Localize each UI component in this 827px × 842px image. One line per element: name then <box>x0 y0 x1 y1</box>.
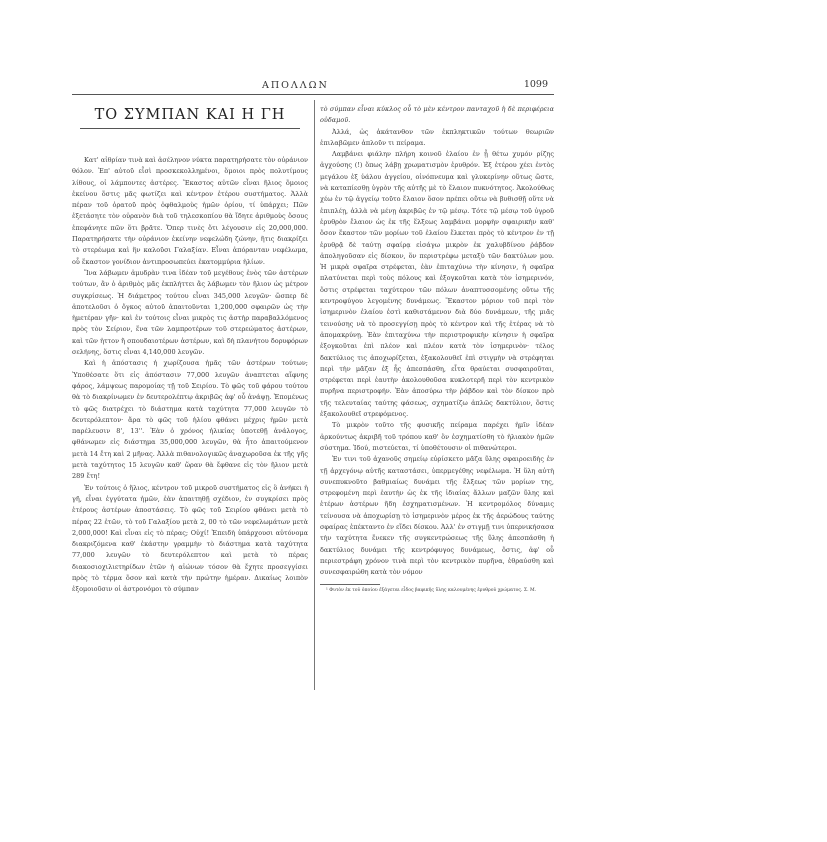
paragraph: Κατ' αἰθρίαν τινὰ καὶ ἀσέληνον νύκτα παρατηρήσατε τὸν οὐράνιον θόλον. Ἐπ' αὐτοῦ εἶσὶ προσκεκολλημένοι, ὅμοιοι πρὸς πολυτίμους λίθους, οἱ λάμποντες ἀστέρες. Ἕκαστος αὐτῶν εἶναι ἥλιος ὅμοιος ἐκείνου ὅστις μᾶς φωτίζει καὶ κέντρον ἑτέρου συστήματος. Ἀλλὰ πέραν τοῦ ὁρατοῦ πρὸς ὀφθαλμοὺς ἡμῶν ὁρίου, τί ὑπάρχει; Πῶν ἐξετάσητε τὸν οὐρανὸν διὰ τοῦ τηλεσκοπίου θὰ ἴδητε ἀριθμοὺς ὅσους ἐπεφάνητε πῶν ὅτι βρᾶτε. Ὅπερ τινὲς ὅτι λέγουσιν εἰς 20,000,000. Παρατηρήσατε τὴν οὐράνιον ἐκείνην νεφελώδη ζώνην, ἥτις διακρίζει τὸ στερέωμα καὶ ἣν καλοῦσι Γαλαξίαν. Εἶναι ἀπόρανταν νεφέλωμα, οὗ ἕκαστον γονίδιον ἀντιπροσωπεύει ἑκατομμύρια ἡλίων. <box>72 156 308 266</box>
paragraph: Ἐν τινι τοῦ ἀχανοῦς σημείῳ εὑρίσκετο μᾶζα ὕλης σφαιροειδὴς ἐν τῇ ἀρχεγόνῳ αὐτῆς καταστάσει, ὑπερμεγέθης νεφέλωμα. Ἡ ὕλη αὐτὴ συνεπυκνοῦτο βαθμιαίως δυνάμει τῆς ἕλξεως τῶν μορίων της, στρεφομένη περὶ ἑαυτὴν ὡς ἐκ τῆς ἰδιαίας ἄλλων μαζῶν ὕλης καὶ ἑτέρων ἀστέρων ἤδη ἐσχηματισμένων. Ἡ κεντρομόλος δύναμις τείνουσα νὰ ἀποχωρίσῃ τὸ ἰσημερινὸν μέρος ἐκ τῆς ἀερώδους ταύτης σφαίρας ἐπέκταντο ἐν εἴδει δίσκου. Ἀλλ' ἐν στιγμῇ τινι ὑπερνικήσασα τὴν ταχύτητα ἕνεκεν τῆς συγκεντρώσεως τῆς ὕλης ἀπεσπάσθη ἡ δακτύλιος δυνάμει τῆς κεντρόφυγος δυνάμεως, ὅστις, ἀφ' οὗ περιεστράφη χρόνον τινὰ περὶ τὸν κεντρικὸν πυρῆνα, ἐθραύσθη καὶ συνεσφαιρώθη κατὰ τὸν νόμον <box>320 455 554 577</box>
opening-quote: τὸ σύμπαν εἶναι κύκλος οὗ τὸ μὲν κέντρον πανταχοῦ ἡ δὲ περιφέρεια οὐδαμοῦ. <box>320 105 554 125</box>
paragraph: Ἐν τούτοις ὁ ἥλιος, κέντρον τοῦ μικροῦ συστήματος εἰς ὃ ἀνήκει ἡ γῆ, εἶναι ἐγγύτατα ἡμῶν, ἐὰν ἀπαιτηθῇ σχέδιον, ἐν συγκρίσει πρὸς ἑτέρους ἀστέρων ἀποστάσεις. Τὸ φῶς τοῦ Σειρίου φθάνει μετὰ τὸ πέρας 22 ἐτῶν, τὸ τοῦ Γαλαξίου μετὰ 2, 00 τὸ τῶν νεφελωμάτων μετὰ 2,000,000! Καὶ εἶναι εἰς τὸ πέρας; Οὐχί! Ἐπειδὴ ὑπάρχουσι αὐτόνομα διακριζόμενα καθ' ἑκάστην γραμμὴν τὸ διάστημα κατὰ ταχύτητα 77,000 λευγῶν τὸ δευτερόλεπτον καὶ μετὰ τὸ πέρας διακοσιοχιλιετηρίδων ἐτῶν ἡ αἰώνων τόσον θὰ ἔχητε προσεγγίσει πρὸς τὸ τέρμα ὅσον καὶ κατὰ τὴν πρώτην ἡμέραν. Δικαίως λοιπὸν ἐξομοιοῦσιν οἱ ἀστρονόμοι τὸ σύμπαν <box>72 483 308 594</box>
document-page <box>72 76 554 694</box>
paragraph: Ἵνα λάβωμεν ἀμυδρὰν τινα ἰδέαν τοῦ μεγέθους ἑνὸς τῶν ἀστέρων τούτων, ἂν ὁ ἀριθμὸς μᾶς ἐκπλήττει ἂς λάβωμεν τὸν ἥλιον ὡς μέτρον συγκρίσεως. Ἡ διάμετρος τούτου εἶναι 345,000 λευγῶν· ὥσπερ δὲ ἀποτελοῦσι ὁ ὄγκος αὐτοῦ ἀπαιτοῦνται 1,200,000 σφαιρῶν ὡς τὴν ἡμετέραν γῆν· καὶ ἐν τούτοις εἶναι μικρὸς τις ἀστὴρ παραβαλλόμενος πρὸς τὸν Σείριον, ἕνα τῶν λαμπροτέρων τοῦ στερεώματος ἀστέρων, καὶ τῶν ἡττον ἢ σπουδαιοτέρων ἀστέρων, καὶ δὴ πλανήτου δορυφόρων σελήνης, ὅστις εἶναι 4,140,000 λευγῶν. <box>72 268 308 357</box>
column-divider <box>314 100 315 690</box>
paragraph: Καὶ ἡ ἀπόστασις ἡ χωρίζουσα ἡμᾶς τῶν ἀστέρων τούτων; Ὑποθέσατε ὅτι εἰς ἀπόστασιν 77,000 λευγῶν ἀναπτεται αἴφνης φάρος, λάμψεως παρομοίας τῇ τοῦ Σειρίου. Τὸ φῶς τοῦ φάρου τούτου θὰ τὸ διακρίνωμεν ἐν δευτερολέπτῳ ἀκριβῶς ἀφ' οὗ ἀνάψῃ. Ἐπομένως τὸ φῶς διατρέχει τὸ διάστημα κατὰ ταχύτητα 77,000 λευγῶν τὸ δευτερόλεπτον· ἄρα τὸ φῶς τοῦ ἡλίου φθάνει μέχρις ἡμῶν μετὰ παρέλευσιν 8', 13''. Ἐὰν ὁ χρόνος ἡλικίας ὑποτεθῇ ἀνάλογος, φθάνωμεν εἰς διάστημα 35,000,000 λευγῶν, θὰ ἦτο ἀπαιτούμενον μετὰ 14 ἔτη καὶ 2 μῆνας. Ἀλλὰ πιθανολογικῶς ἀναχωροῦσα ἐκ τῆς γῆς μετὰ ταχύτητος 15 λευγῶν καθ' ὥραν θὰ ἔφθανε εἰς τὸν ἥλιον μετὰ 289 ἔτη! <box>72 359 308 481</box>
left-column <box>72 104 308 596</box>
paragraph: Τὸ μικρὸν τοῦτο τῆς φυσικῆς πείραμα παρέχει ἡμῖν ἰδέαν ἀρκούντως ἀκριβῆ τοῦ τρόπου καθ' ὃν ἐσχηματίσθη τὸ ἡλιακὸν ἡμῶν σύστημα. Ἰδού, πιστεύεται, τί ὑποθέτουσιν οἱ πιθανώτεροι. <box>320 421 554 452</box>
paragraph: Ἀλλά, ὡς ἀκάτανθον τῶν ἐκπληκτικῶν τούτων θεωριῶν ἐπιλαβῶμεν ἁπλοῦν τι πείραμα. <box>320 127 554 147</box>
article-title: ΤΟ ΣΥΜΠΑΝ ΚΑΙ Η ΓΗ <box>94 107 286 123</box>
page-number: 1099 <box>523 79 548 90</box>
paragraph: Λαμβάνει φιάλην πλήρη κοινοῦ ἐλαίου ἐν ᾗ θέτω χυμόν ρίζης ἀγχούσης (!) ὅπως λάβῃ χρωματισμὸν ἐρυθρόν. Ἐξ ἑτέρου χέει ἐντὸς μεγάλου ἐξ ὑάλου ἀγγείου, οἰνόπνευμα καὶ γλυκερίνην οὕτως ὥστε, νὰ καταπίεσθῃ ὑγρὸν τῆς αὐτῆς μὲ τὸ ἔλαιον πυκνότητος. Ἀκολούθως χέω ἐν τῷ ἀγγείῳ τοῦτο ἔλαιον ὅσον πρέπει οὕτω νὰ βυθισθῇ οὕτε νὰ ἐπιπλέῃ, ἀλλὰ νὰ μένῃ ἀκριβῶς ἐν τῷ μέσῳ. Τότε τῷ μέσῳ τοῦ ὑγροῦ ἐρυθρὸν ἔλαιον ὡς ἐκ τῆς ἕλξεως λαμβάνει μορφὴν σφαιρικὴν καθ' ὅσον ἕκαστον τῶν μορίων τοῦ ἐλαίου ἕλκεται πρὸς τὸ κέντρον ἐν τῇ ἐρυθρᾷ δὲ ταύτῃ σφαίρᾳ εἰσάγω μικρὸν ἐκ χαλυβδίνου ῥάβδον ἀποληγοῦσαν εἰς δίσκον, ὅν περιστρέφω μεταξὺ τῶν δακτύλων μου. Ἡ μικρὰ σφαῖρα στρέφεται, ἐὰν ἐπιταχύνω τὴν κίνησιν, ἡ σφαῖρα πλατύνεται περὶ τοὺς πόλους καὶ ἐξογκοῦται κατὰ τὸν ἰσημερινόν, ὅστις στρέφεται ταχύτερον τῶν πόλων ἀναπτυσσομένης οὕτω τῆς κεντροφύγου λεγομένης δυνάμεως. Ἕκαστον μόριον τοῦ περὶ τὸν ἰσημερινὸν ἐλαίου ἐστὶ καθιστάμενον διὰ δύο δυνάμεων, τῆς μιᾶς τεινούσης νὰ τὸ προσεγγίσῃ πρὸς τὸ κέντρον καὶ τῆς ἑτέρας νὰ τὸ ἀπομακρύνῃ. Ἐὰν ἐπιταχύνω τὴν περιστροφικὴν κίνησιν ἡ σφαῖρα ἐξογκοῦται ἐπὶ πλέον καὶ πλέον κατὰ τὸν ἰσημερινὸν· τέλος δακτύλιος τις ἀποχωρίζεται, ἐξακολουθεῖ ἐπὶ στιγμὴν νὰ στρέφηται περὶ τὴν μᾶζαν ἐξ ἧς ἀπεσπάσθη, εἶτα θραύεται συσφαιροῦται, στρέφεται περὶ ἑαυτὴν ἀκολουθοῦσα κυκλοτερῆ περὶ τὸν κεντρικὸν πυρῆνα περιστροφήν. Ἐὰν ἀποσύρω τὴν ῥάβδον καὶ τὸν δίσκον πρὸ τῆς τελευταίας ταύτης φάσεως, σχηματίζω ἁπλῶς δακτύλιον, ὅστις ἐξακολουθεῖ στρεφόμενος. <box>320 150 554 419</box>
page-header <box>72 76 554 96</box>
footnote-rule <box>320 584 380 585</box>
footnote: ¹ Φυτὸν ἐκ τοῦ ὁποίου ἐξάγεται εἶδος βαφικῆς ὕλης καλουμένης ἐρυθροῦ χρώματος. Σ. Μ. <box>326 588 537 594</box>
running-title: ΑΠΟΛΛΩΝ <box>262 80 329 91</box>
right-column <box>320 104 554 594</box>
title-rule <box>80 128 300 129</box>
header-rule <box>72 94 554 95</box>
